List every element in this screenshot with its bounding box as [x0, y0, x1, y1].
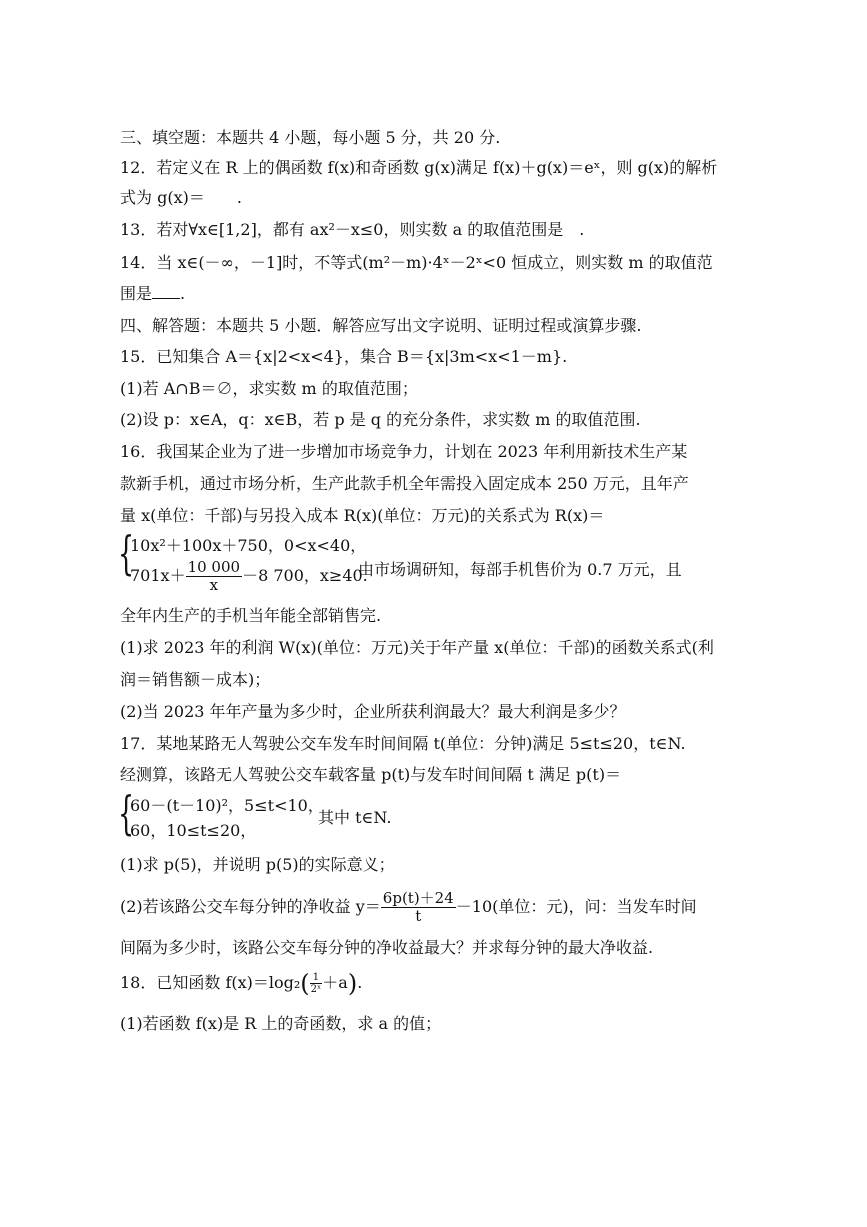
- q18-lead: 18．已知函数 f(x)＝log₂: [120, 973, 301, 992]
- q18-open-paren: (: [300, 969, 310, 998]
- section-4-heading: 四、解答题：本题共 5 小题．解答应写出文字说明、证明过程或演算步骤.: [120, 316, 642, 335]
- piecewise-brace-16: {: [118, 526, 135, 580]
- answer-blank: [152, 284, 180, 299]
- question-14-line-1: 14．当 x∈(－∞，－1]时，不等式(m²－m)·4ˣ－2ˣ<0 恒成立，则实数 m 的取值范: [120, 253, 713, 272]
- question-16-part-2: (2)当 2023 年年产量为多少时，企业所获利润最大？最大利润是多少？: [120, 702, 626, 721]
- q16-case-2: [130, 559, 368, 594]
- question-14-end: .: [180, 284, 186, 303]
- question-15-line-1: 15．已知集合 A＝{x|2<x<4}，集合 B＝{x|3m<x<1－m}.: [120, 347, 568, 366]
- question-17-line-1: 17．某地某路无人驾驶公交车发车时间间隔 t(单位：分钟)满足 5≤t≤20，t∈N.: [120, 734, 686, 753]
- q17-case-1: 60－(t－10)²，5≤t<10，: [130, 796, 324, 815]
- question-17-part-2-line-1: [120, 890, 697, 925]
- q16-fraction-numerator: 10 000: [187, 558, 241, 576]
- question-16-line-4: 由市场调研知，每部手机售价为 0.7 万元，且: [358, 560, 682, 579]
- q16-fraction: [186, 559, 243, 594]
- question-16-line-5: 全年内生产的手机当年能全部销售完.: [120, 606, 382, 625]
- q18-fraction: [310, 972, 323, 995]
- question-18-part-1: (1)若函数 f(x)是 R 上的奇函数，求 a 的值；: [120, 1014, 442, 1033]
- question-16-part-1-line-2: 润＝销售额－成本)；: [120, 670, 271, 689]
- question-14-line-2: [120, 284, 185, 304]
- question-16-line-1: 16．我国某企业为了进一步增加市场竞争力，计划在 2023 年利用新技术生产某: [120, 442, 688, 461]
- question-14-text: 围是: [120, 284, 153, 303]
- q17-fraction-numerator: 6p(t)＋24: [382, 889, 454, 907]
- question-18-line-1: [120, 969, 363, 998]
- q18-fraction-numerator: 1: [310, 972, 323, 984]
- question-15-part-2: (2)设 p：x∈A，q：x∈B，若 p 是 q 的充分条件，求实数 m 的取值范围.: [120, 410, 641, 429]
- q16-case-2-lead: 701x＋: [130, 566, 186, 585]
- q17-case-tail: 其中 t∈N.: [318, 808, 392, 827]
- question-16-line-3: 量 x(单位：千部)与另投入成本 R(x)(单位：万元)的关系式为 R(x)＝: [120, 506, 605, 525]
- q17-part-2-lead: (2)若该路公交车每分钟的净收益 y＝: [120, 897, 381, 916]
- question-12-line-2: 式为 g(x)＝ .: [120, 188, 242, 207]
- question-17-line-2: 经测算，该路无人驾驶公交车载客量 p(t)与发车时间间隔 t 满足 p(t)＝: [120, 765, 622, 784]
- q18-end: .: [357, 973, 363, 992]
- question-12-line-1: 12．若定义在 R 上的偶函数 f(x)和奇函数 g(x)满足 f(x)＋g(x)＝eˣ，则 g(x)的解析: [120, 158, 718, 177]
- q18-plus-a: ＋a: [322, 973, 348, 992]
- q16-case-2-tail: －8 700，x≥40.: [242, 566, 368, 585]
- q17-fraction: [381, 890, 456, 925]
- question-16-part-1-line-1: (1)求 2023 年的利润 W(x)(单位：万元)关于年产量 x(单位：千部)的函数关系式(利: [120, 638, 714, 657]
- question-15-part-1: (1)若 A∩B＝∅，求实数 m 的取值范围；: [120, 379, 418, 398]
- q17-fraction-denominator: t: [415, 907, 422, 925]
- q17-part-2-tail: －10(单位：元)，问：当发车时间: [455, 897, 697, 916]
- q16-case-1: 10x²＋100x＋750，0<x<40，: [130, 536, 367, 555]
- q17-case-2: 60，10≤t≤20，: [130, 821, 257, 840]
- section-3-heading: 三、填空题：本题共 4 小题，每小题 5 分，共 20 分.: [120, 128, 501, 147]
- question-17-part-1: (1)求 p(5)，并说明 p(5)的实际意义；: [120, 855, 395, 874]
- q18-close-paren: ): [347, 969, 358, 998]
- question-17-part-2-line-2: 间隔为多少时，该路公交车每分钟的净收益最大？并求每分钟的最大净收益.: [120, 938, 654, 957]
- question-13: 13．若对∀x∈[1,2]，都有 ax²－x≤0，则实数 a 的取值范围是 .: [120, 220, 585, 239]
- question-16-line-2: 款新手机，通过市场分析，生产此款手机全年需投入固定成本 250 万元，且年产: [120, 474, 689, 493]
- piecewise-brace-17: {: [118, 786, 135, 840]
- q18-fraction-denominator: 2ˣ: [310, 984, 322, 995]
- q16-fraction-denominator: x: [209, 576, 219, 594]
